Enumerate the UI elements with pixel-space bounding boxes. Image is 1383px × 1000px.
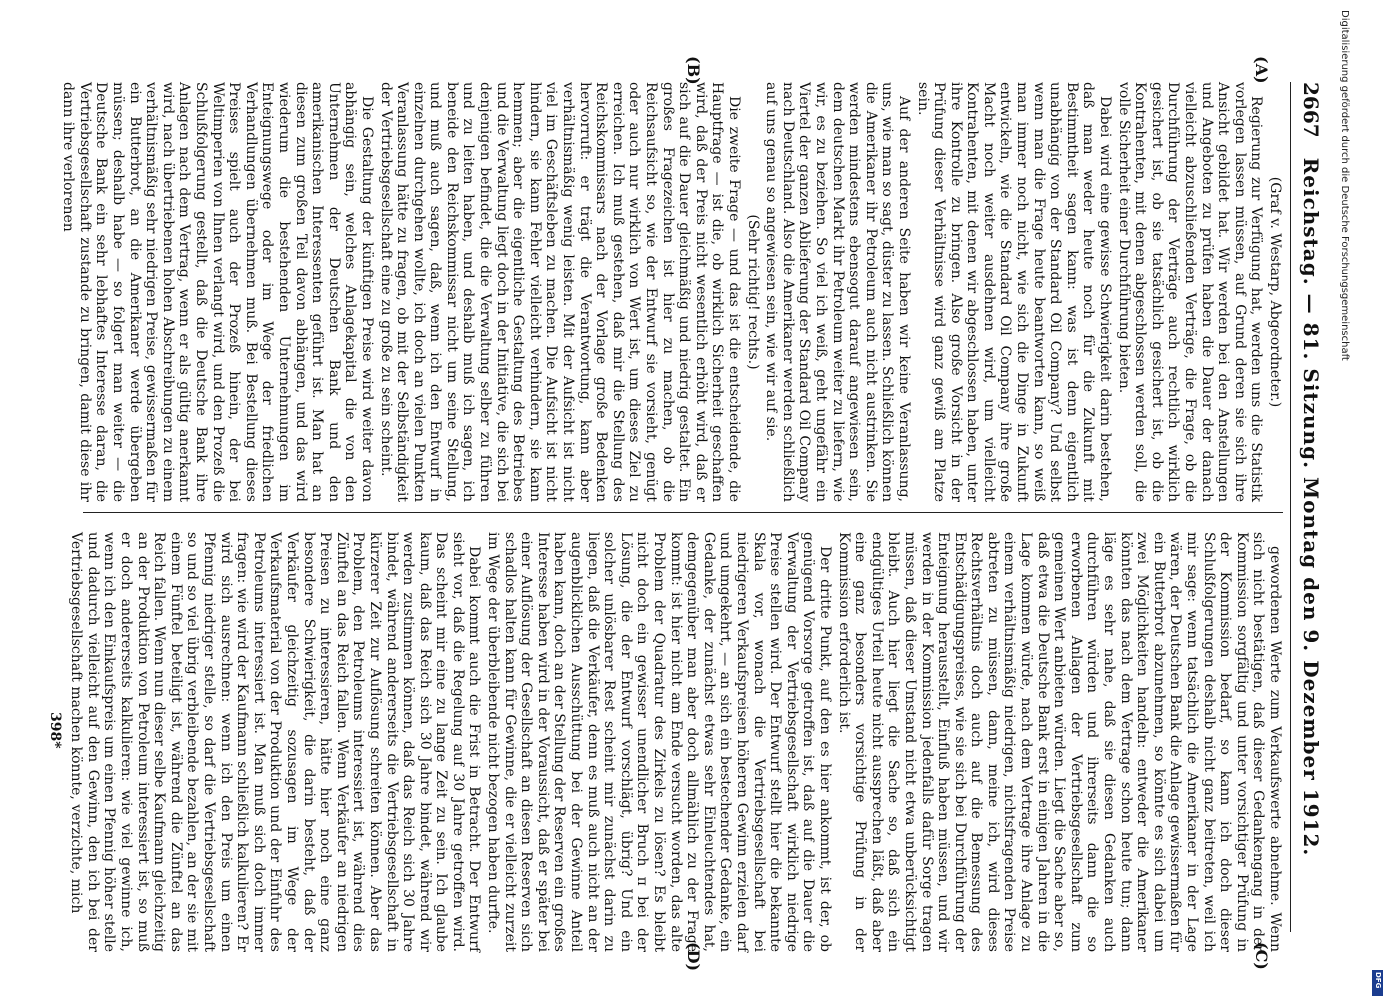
paragraph: gewordenen Werte zum Verkaufswerte abnehme. Wenn sich nicht bestätigen, daß dieser Gedankengang in der Kommission sorgfältig und unter vorsichtiger Prüfung in der Kommission bedarf, so kann ich doch dieser Schlußfolgerungen deshalb nicht ganz beitreten, weil ich mir sage: wenn tatsächlich die Amerikaner in der Lage wären, der Deutschen Bank die Anlage gewissermaßen für ein Butterbrot abzunehmen, so könnte es sich dabei um zwei Möglichkeiten handeln: entweder die Amerikaner könnten das nach dem Vertrage schon heute tun; dann läge es sehr nahe, daß sie diesen Gedanken auch durchführen würden und ihrerseits dann die so erworbenen Anlagen der Vertriebsgesellschaft zum gemeinen Wert anbieten würden. Liegt die Sache aber so, daß etwa die Deutsche Bank erst in einigen Jahren in die Lage kommen würde, nach dem Vertrage ihre Anlage zu einem verhältnismäßig niedrigen, nichtsfragenden Preise abtreten zu müssen, dann, meine ich, wird dieses Rechtsverhältnis doch auch auf die Bemessung des Entschädigungspreises, wie sie sich bei Durchführung der Enteignung herausstellt, Einfluß haben müssen, und wir werden in der Kommission jedenfalls dafür Sorge tragen müssen, daß dieser Umstand nicht etwa unberücksichtigt bleibt. Auch hier liegt die Sache so, daß sich ein endgültiges Urteil heute nicht aussprechen läßt, daß aber eine ganz besonders vorsichtige Prüfung in der Kommission erforderlich ist. [835, 532, 1283, 952]
paragraph: Regierung zur Verfügung hat, werden uns die Statistik vorlegen lassen müssen, auf Grund deren sie sich ihre Ansicht gebildet hat. Wir werden bei den Anstellungen und Angeboten zu prüfen haben die Dauer der danach vielleicht abzuschließenden Verträge, die Frage, ob die Durchführung der Verträge auch rechtlich wirklich gesichert ist, ob sie tatsächlich gesichert ist, ob die Kontrahenten, mit denen abgeschlossen werden soll, die volle Sicherheit einer Durchführung bieten. [1115, 82, 1265, 502]
speaker-line: (Graf v. Westarp, Abgeordneter.) [1267, 176, 1283, 408]
dfg-logo-text: DFG [1374, 972, 1382, 989]
margin-marker-d: (D) [684, 942, 703, 972]
left-column [60, 82, 1283, 502]
margin-marker-b: (B) [684, 56, 703, 85]
applause-note: (Sehr richtig! rechts.) [744, 214, 761, 370]
margin-marker-c: (C) [1252, 942, 1271, 970]
page-number: 2667 [1299, 82, 1323, 138]
paragraph: Dabei wird eine gewisse Schwierigkeit darin bestehen, daß man weder heute noch für die Zukunft mit Bestimmtheit sagen kann: was ist denn eigentlich unabhängig von der Standard Oil Company? Und selbst wenn man die Frage heute beantworten kann, so weiß man immer noch nicht, wie sich die Dinge in Zukunft entwickeln, wie die Standard Oil Company ihre große Macht noch weiter ausdehnen wird, um vielleicht Kontrahenten, mit denen wir abgeschlossen haben, unter ihre Kontrolle zu bringen. Also große Vorsicht in der Prüfung dieser Verhältnisse wird ganz gewiß am Platze sein. [914, 82, 1114, 502]
paragraph: Die Gestaltung der künftigen Preise wird weiter davon abhängig sein, welches Anlagekapital die von den Unternehmen der Deutschen Bank und den amerikanischen Interessenten geführt ist. Man hat an diesen zum großen Teil davon abhängen, und das wird wiederum die bestehenden Unternehmungen im Enteignungswege oder im Wege der friedlichen Verhandlungen übernehmen muß. Bei Bestellung dieses Preises spielt auch der Prozeß hinein, der bei Weltimperien von Ihnen verlangt wird, und den Prozeß die Schlußfolgerung gestellt, daß die Deutsche Bank ihre Anlagen nach dem Vertrag, wenn er als gültig anerkannt wird, nach übertriebenen hohen Abschreibungen zu einem verhältnismäßig sehr niedrigen Preise, gewissermaßen für ein Butterbrot, an die Amerikaner werde übergeben müssen; deshalb habe — so folgert man weiter — die Deutsche Bank ein sehr lebhaftes Interesse daran, die Vertriebsgesellschaft zustande zu bringen, damit diese ihr dann ihre verlorenen [60, 82, 375, 502]
paragraph: Der dritte Punkt, auf den es hier ankommt, ist der, ob genügend Vorsorge getroffen ist, daß auf die Dauer die Verwaltung der Vertriebsgesellschaft wirklich niedrige Preise stellen wird. Der Entwurf stellt hier die bekannte Skala vor, wonach die Vertriebsgesellschaft bei niedrigeren Verkaufspreisen höheren Gewinn erzielen darf und umgekehrt, — an sich ein bestechender Gedanke, ein Gedanke, der zunächst etwas sehr Einleuchtendes hat, demgegenüber man aber doch allmählich zu der Frage kommt: ist hier nicht am Ende versucht worden, das alte Problem der Quadratur des Zirkels zu lösen? Es bleibt nicht doch ein gewisser unendlicher Bruch π bei der Lösung, die der Entwurf vorschlägt, übrig? Und ein solcher unlösbarer Rest scheint mir zunächst darin zu liegen, daß die Verkäufer, denn es muß auch nicht an der augenblicklichen Ausschüttung bei der Gewinne Anteil haben kann, doch an der Stellung der Reserven ein großes Interesse haben wird in der Voraussicht, daß er später bei einer Auflösung der Gesellschaft an diesen Reserven sich schadlos halten kann für Gewinne, die er vielleicht zurzeit im Wege der überbleibende nicht bezogen haben durfte. [485, 532, 833, 952]
paragraph: Dabei kommt auch die Frist in Betracht. Der Entwurf sieht vor, daß die Regelung auf 30 Jahre getroffen wird. Das scheint mir eine zu lange Zeit zu sein. Ich glaube kaum, daß das Reich sich 30 Jahre bindet, während wir werden zustimmen können, daß das Reich sich 30 Jahre bindet, während andererseits die Vertriebsgesellschaft in kürzerer Zeit zur Auflösung schreiten können. Aber das Problem, den Petroleums interessiert ist, während dies Zünftel an das Reich fallen. Wenn Verkäufer an niedrigen Preisen zu interessieren, hätte hier noch eine ganz besondere Schwierigkeit, die darin besteht, daß der Verkäufer gleichzeitig sozusagen im Wege der Verkaufsmaterial von der Produktion und der Einfuhr des Petroleums interessiert ist. Man muß sich doch immer fragen: wie wird der Kaufmann schließlich kalkulieren? Er wird sich ausrechnen: wenn ich den Preis um einen Pfennig niedriger stelle, so darf die Vertriebsgesellschaft so und so viel übrig verbleibende bezahlen, an der sie mit einem Fünftel beteiligt ist, während die Zünftel an das Reich fallen. Wenn nun dieser selbe Kaufmann gleichzeitig an der Produktion von Petroleum interessiert ist, so muß er doch andererseits kalkulieren: wie viel gewinne ich, wenn ich den Einkaufspreis um einen Pfennig höher stelle und dadurch vielleicht auf den Gewinn, den ich bei der Vertriebsgesellschaft machen könnte, verzichte, mich [68, 532, 483, 952]
paragraph: Auf der anderen Seite haben wir keine Veranlassung, uns, wie man so sagt, düster zu lassen. Schließlich können die Amerikaner ihr Petroleum auch nicht austrinken. Sie werden mindestens ebensogut darauf angewiesen sein, dem deutschen Markt ihr Petroleum weiter zu liefern, wie wir, es zu beziehen. So viel ich weiß, geht ungefähr ein Viertel der ganzen Ablieferung der Standard Oil Company nach Deutschland. Also die Amerikaner werden schließlich auf uns genau so angewiesen sein, wie wir auf sie. [763, 82, 912, 502]
margin-marker-a: (A) [1252, 56, 1271, 84]
column-divider [83, 512, 1283, 513]
dfg-logo [1372, 970, 1383, 996]
digitization-credit: Digitalisierung gefördert durch die Deutsche Forschungsgemeinschaft [1339, 10, 1350, 361]
right-column [68, 532, 1283, 952]
page-header [1291, 82, 1323, 932]
page-title: Reichstag. — 81. Sitzung. Montag den 9. Dezember 1912. [1299, 157, 1323, 857]
header-rule [1290, 82, 1291, 932]
document-page [43, 12, 1343, 972]
paragraph: Die zweite Frage — und das ist die entscheidende, die Hauptfrage — ist die, ob wirklich Sicherheit geschaffen wird, daß der Preis nicht wesentlich erhöht wird, daß er sich auf die Dauer gleichmäßig und niedrig gestaltet. Ein großes Fragezeichen ist hier zu machen, ob die Reichsaufsicht so, wie der Entwurf sie vorsieht, genügt oder auch nur wirklich von Wert ist, um dieses Ziel zu erreichen. Ich muß gestehen, daß mir die Stellung des Reichskommissars nach der Vorlage große Bedenken hervorruft: er trägt die Verantwortung, kann aber verhältnismäßig wenig leisten. Mit der Aufsicht ist nicht viel im Geschäftsleben zu machen. Die Aufsicht ist nicht hindern, sie kann Fehler vielleicht verhindern, sie kann hemmen; aber die eigentliche Gestaltung des Betriebes und die Verwaltung liegt doch in der Initiative, die sich bei denjenigen befindet, die die Verwaltung selber zu führen und zu leiten haben, und deshalb muß ich sagen, ich beneide den Reichskommissar nicht um seine Stellung, und muß auch sagen, daß, wenn ich den Entwurf in einzelnen durchgehen wollte, ich doch an vielen Punkten Veranlassung hätte zu fragen, ob mit der Selbständigkeit der Vertriebsgesellschaft eine zu große zu sein scheint. [377, 82, 742, 502]
sheet-number: 398* [47, 712, 63, 749]
